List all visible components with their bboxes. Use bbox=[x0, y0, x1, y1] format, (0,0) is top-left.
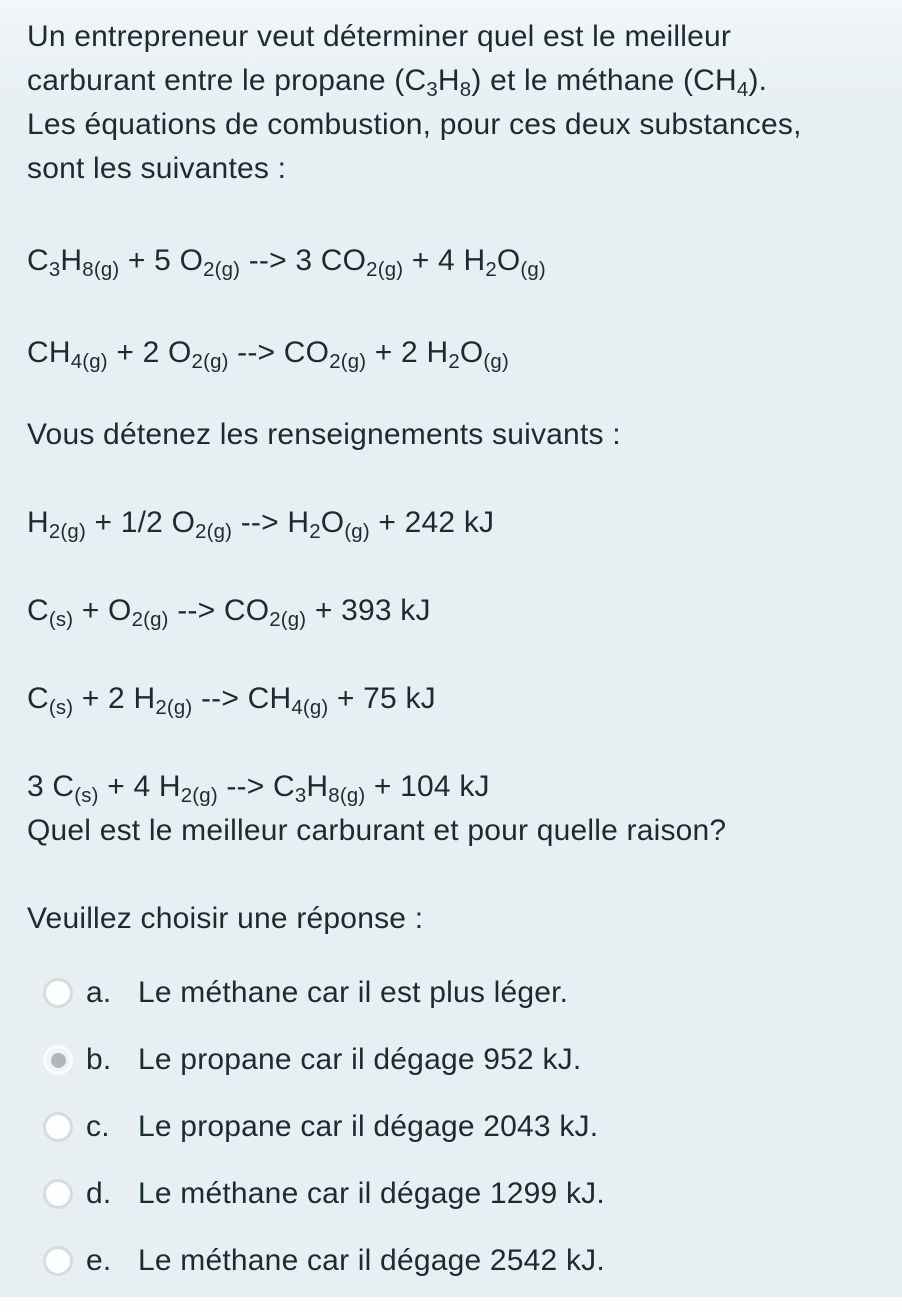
option-text: Le propane car il dégage 2043 kJ. bbox=[138, 1110, 599, 1143]
intro-line-3: Les équations de combustion, pour ces deux substances, bbox=[27, 108, 802, 141]
info-heading: Vous détenez les renseignements suivants : bbox=[27, 418, 621, 451]
option-text: Le méthane car il est plus léger. bbox=[138, 976, 569, 1009]
answer-option-c[interactable] bbox=[27, 1105, 875, 1149]
radio-button-icon[interactable] bbox=[43, 1246, 73, 1276]
answer-option-e[interactable] bbox=[27, 1239, 875, 1283]
option-text: Le méthane car il dégage 2542 kJ. bbox=[138, 1244, 605, 1277]
radio-dot-icon bbox=[51, 1053, 66, 1068]
radio-button-icon[interactable] bbox=[43, 1179, 73, 1209]
answer-option-d[interactable] bbox=[27, 1172, 875, 1216]
combustion-equation-methane: $CH_{4(g)} + 2$ $O_{2(g)}$ --> $CO_{2(g)} + 2$ $H_2O_{(g)}$ bbox=[27, 336, 509, 374]
answer-option-b[interactable] bbox=[27, 1038, 875, 1082]
answer-prompt: Veuillez choisir une réponse : bbox=[27, 902, 424, 935]
final-question: Quel est le meilleur carburant et pour quelle raison? bbox=[27, 814, 727, 847]
option-letter: c. bbox=[86, 1110, 110, 1143]
option-letter: a. bbox=[86, 976, 112, 1009]
answer-option-a[interactable] bbox=[27, 971, 875, 1015]
radio-button-icon[interactable] bbox=[43, 1112, 73, 1142]
radio-button-icon[interactable] bbox=[43, 978, 73, 1008]
option-letter: d. bbox=[86, 1177, 112, 1210]
formation-equation-methane: $C_{(s)} + 2$ $H_{2(g)}$ --> $CH_{4(g)} + 75$ kJ bbox=[27, 682, 436, 720]
option-text: Le propane car il dégage 952 kJ. bbox=[138, 1043, 582, 1076]
radio-button-icon[interactable] bbox=[43, 1045, 73, 1075]
intro-line-1: Un entrepreneur veut déterminer quel est le meilleur bbox=[27, 20, 732, 53]
option-letter: b. bbox=[86, 1043, 112, 1076]
answer-options bbox=[27, 971, 875, 1283]
formation-equation-water: $H_{2(g)} + 1/2$ $O_{2(g)}$ --> $H_2O_{(g)} + 242$ kJ bbox=[27, 506, 495, 544]
intro-line-4: sont les suivantes : bbox=[27, 152, 287, 185]
intro-line-2: carburant entre le propane $(C_3H_8)$ et le méthane $(CH_4)$. bbox=[27, 64, 768, 102]
question-text-block bbox=[27, 15, 875, 853]
option-letter: e. bbox=[86, 1244, 112, 1277]
formation-equation-propane: 3 $C_{(s)} + 4$ $H_{2(g)}$ --> $C_3H_{8(g)} + 104$ kJ bbox=[27, 770, 490, 808]
combustion-equation-propane: $C_3H_{8(g)} + 5$ $O_{2(g)}$ --> 3 $CO_{2(g)} + 4$ $H_2O_{(g)}$ bbox=[27, 244, 546, 282]
option-text: Le méthane car il dégage 1299 kJ. bbox=[138, 1177, 605, 1210]
formation-equation-co2: $C_{(s)} + O_{2(g)}$ --> $CO_{2(g)} + 393$ kJ bbox=[27, 594, 431, 632]
